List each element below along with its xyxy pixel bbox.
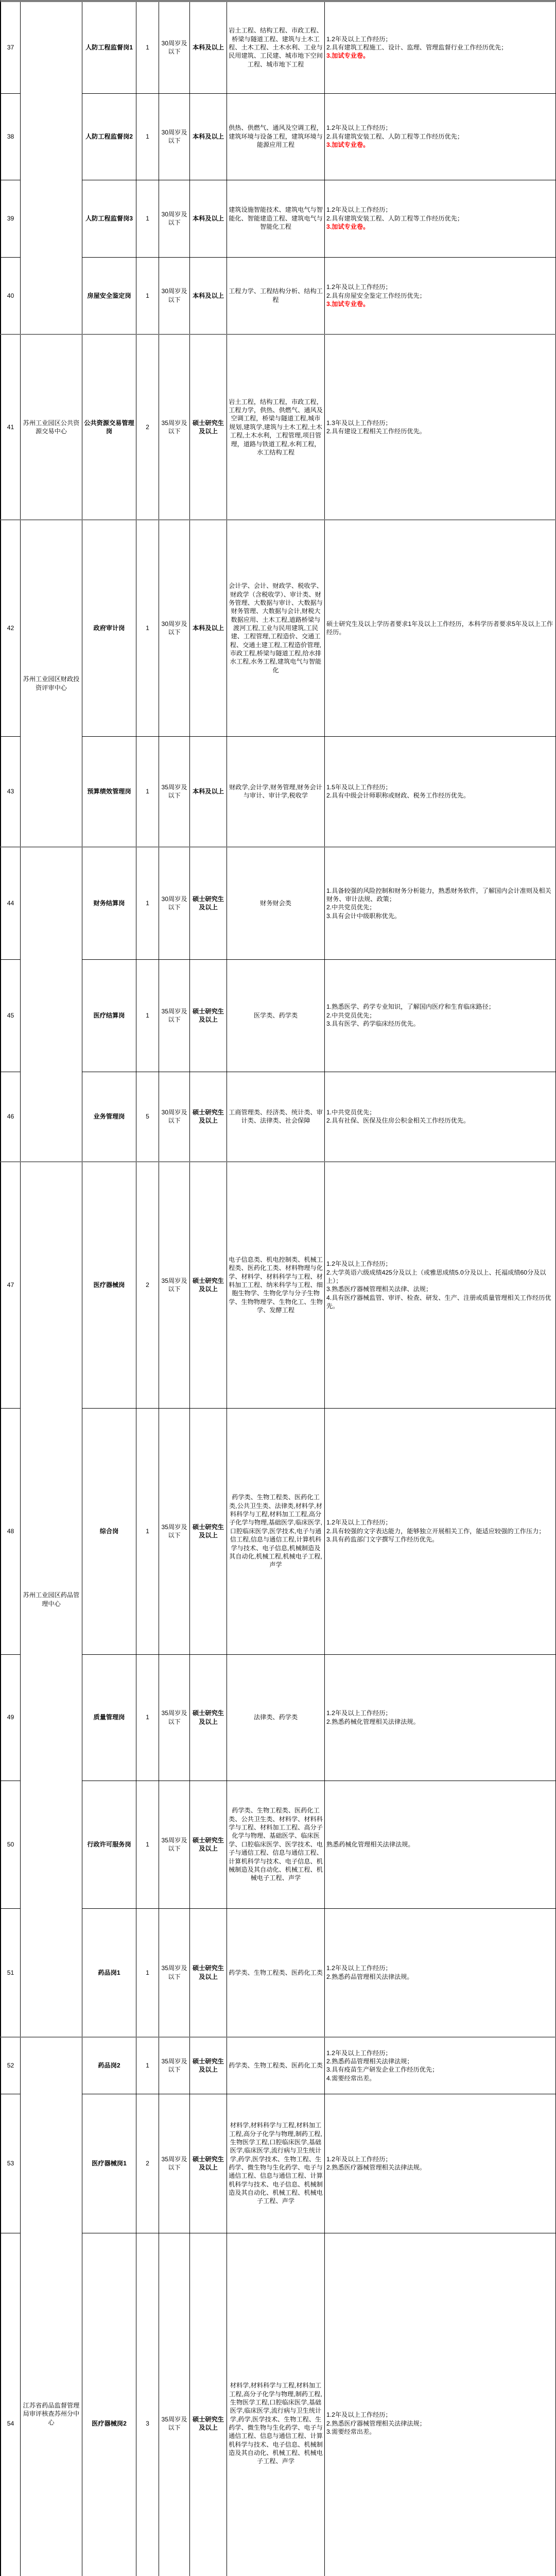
condition-line: 3.熟悉医疗器械管理相关法律、法规； [326,1285,555,1293]
major-requirement: 财政学,会计学,财务管理,财务会计与审计、审计学,税收学 [227,736,325,847]
table-row [1,1162,556,1408]
condition-line: 2.熟悉医疗器械管理相关法律法规。 [326,2163,555,2172]
condition-line: 1.2年及以上工作经历； [326,1260,555,1268]
condition-line: 1.2年及以上工作经历； [326,35,555,43]
row-index: 41 [1,334,21,520]
headcount: 2 [136,334,159,520]
post-name: 人防工程监督岗3 [82,180,136,257]
post-name: 药品岗1 [82,1908,136,2037]
row-index: 52 [1,2037,21,2094]
post-name: 医疗器械岗1 [82,2094,136,2233]
major-requirement: 电子信息类、机电控制类、机械工程类、医药化工类、材料物理与化学、材料学、材料科学与工程、材料加工工程、纳米科学与工程、细胞生物学、生物化学与分子生物学、生物物理学、生物化工、生物学、发酵工程 [227,1162,325,1408]
condition-line: 1.2年及以上工作经历； [326,124,555,132]
education-requirement: 硕士研究生及以上 [190,1908,227,2037]
education-requirement: 硕士研究生及以上 [190,1654,227,1781]
condition-line: 2.具有建筑安装工程、人防工程等工作经历优先； [326,214,555,223]
post-name: 医疗器械岗 [82,1162,136,1408]
post-name: 人防工程监督岗2 [82,93,136,180]
row-index: 44 [1,847,21,959]
post-name: 行政许可服务岗 [82,1781,136,1908]
condition-line: 2.具有中级会计师职称或财政、税务工作经历优先。 [326,791,555,800]
headcount: 2 [136,2094,159,2233]
age-limit: 35周岁及以下 [159,2233,190,2576]
condition-line: 2.熟悉药品管理相关法律法规。 [326,1973,555,1981]
post-name: 房屋安全鉴定岗 [82,257,136,334]
condition-line: 1.2年及以上工作经历； [326,2155,555,2163]
major-requirement: 财务财会类 [227,847,325,959]
condition-line: 2.熟悉医疗器械管理相关法律法规； [326,2419,555,2428]
age-limit: 35周岁及以下 [159,959,190,1072]
major-requirement: 会计学、会计、财政学、税收学、财政学（含税收学）、审计类、财务管理、大数据与审计、大数据与财务管理、大数据与会计,财税大数据应用、土木工程,道路桥梁与渡河工程,工业与民用建筑,工民建、工程管理,工程造价、交通工程、交通土建工程,工程造价管理,市政工程,桥梁与隧道工程,给水排水工程,水务工程,建筑电气与智能化 [227,520,325,736]
major-requirement: 法律类、药学类 [227,1654,325,1781]
row-index: 39 [1,180,21,257]
row-index: 46 [1,1072,21,1162]
condition-line: 3.具有药监部门文字撰写工作经历优先。 [326,1535,555,1544]
row-index: 43 [1,736,21,847]
headcount: 1 [136,959,159,1072]
major-requirement: 材料学,材料科学与工程,材料加工工程,高分子化学与物理,制药工程,生物医学工程,口腔临床医学,基础医学,临床医学,流行病与卫生统计学,药学,医学技术、生物工程、生药学、微生物与生化药学、电子与通信工程、信息与通信工程、计算机科学与技术、电子信息、机械制造及其自动化、机械工程、机械电子工程、声学 [227,2233,325,2576]
major-requirement: 供热、供燃气、通风及空调工程，建筑环境与设备工程，建筑环境与能源应用工程 [227,93,325,180]
other-conditions [325,180,556,257]
major-requirement: 药学类、生物工程类、医药化工类 [227,1908,325,2037]
other-conditions [325,736,556,847]
table-row [1,847,556,959]
headcount: 1 [136,2,159,93]
row-index: 51 [1,1908,21,2037]
post-name: 人防工程监督岗1 [82,2,136,93]
education-requirement: 硕士研究生及以上 [190,1408,227,1654]
row-index: 40 [1,257,21,334]
condition-line: 1.5年及以上工作经历； [326,783,555,791]
age-limit: 35周岁及以下 [159,1654,190,1781]
condition-line: 3.需要经常出差。 [326,2428,555,2436]
headcount: 1 [136,1408,159,1654]
major-requirement: 工商管理类、经济类、统计类、审计类、法律类、社会保障 [227,1072,325,1162]
other-conditions [325,1072,556,1162]
headcount: 1 [136,257,159,334]
education-requirement: 硕士研究生及以上 [190,959,227,1072]
row-index: 45 [1,959,21,1072]
condition-line: 2.熟悉药品管理相关法律法规； [326,2057,555,2065]
employer-unit [21,847,82,1162]
row-index: 47 [1,1162,21,1408]
table-row [1,334,556,520]
condition-line: 1.2年及以上工作经历； [326,206,555,214]
row-index: 42 [1,520,21,736]
age-limit: 30周岁及以下 [159,847,190,959]
condition-line: 2.具有建设工程相关工作经历优先。 [326,427,555,435]
condition-line: 1.2年及以上工作经历； [326,283,555,291]
table-row [1,2233,556,2576]
age-limit: 30周岁及以下 [159,93,190,180]
other-conditions [325,2233,556,2576]
education-requirement: 本科及以上 [190,736,227,847]
other-conditions [325,2,556,93]
condition-line: 4.具有医疗器械监管、审评、检查、研发、生产、注册或质量管理相关工作经历优先。 [326,1294,555,1311]
row-index: 53 [1,2094,21,2233]
education-requirement: 硕士研究生及以上 [190,2094,227,2233]
headcount: 1 [136,1908,159,2037]
headcount: 1 [136,180,159,257]
row-index: 48 [1,1408,21,1654]
age-limit: 35周岁及以下 [159,736,190,847]
condition-line: 3.具有医学、药学临床经历优先。 [326,1020,555,1028]
headcount: 3 [136,2233,159,2576]
education-requirement: 本科及以上 [190,520,227,736]
table-row [1,736,556,847]
age-limit: 35周岁及以下 [159,334,190,520]
condition-line: 2.具有较强的文字表达能力，能够独立开展相关工作，能适应较强的工作压力； [326,1527,555,1535]
other-conditions [325,1781,556,1908]
education-requirement: 硕士研究生及以上 [190,2233,227,2576]
age-limit: 30周岁及以下 [159,2,190,93]
major-requirement: 药学类、生物工程类、医药化工类 [227,2037,325,2094]
condition-line: 1.2年及以上工作经历； [326,1709,555,1717]
condition-line: 1.3年及以上工作经历； [326,419,555,427]
headcount: 1 [136,520,159,736]
major-requirement: 建筑设施智能技术、建筑电气与智能化、智能建造工程、建筑电气与智能化工程 [227,180,325,257]
condition-line: 2.具有房屋安全鉴定工作经历优先； [326,292,555,300]
employer-unit: 苏州工业园区药品管理中心 [21,1162,82,2037]
condition-line: 1.熟悉医学、药学专业知识，了解国内医疗和生育临床路径； [326,1003,555,1011]
education-requirement: 硕士研究生及以上 [190,334,227,520]
other-conditions [325,1408,556,1654]
other-conditions [325,959,556,1072]
table-row [1,959,556,1072]
table-row [1,2037,556,2094]
other-conditions [325,1654,556,1781]
post-name: 质量管理岗 [82,1654,136,1781]
other-conditions [325,93,556,180]
condition-line: 2.中共党员优先； [326,1011,555,1020]
age-limit: 30周岁及以下 [159,257,190,334]
condition-line: 1.2年及以上工作经历； [326,2049,555,2057]
headcount: 1 [136,736,159,847]
condition-line: 4.需要经常出差。 [326,2074,555,2082]
major-requirement: 岩土工程，结构工程，市政工程，工程力学，供热、供燃气、通风及空调工程，桥梁与隧道工程,城市规划,建筑学,建筑与土木工程,土木工程,土木水利，工程管理,项目管理，道路与铁道工程,水利工程，水工结构工程 [227,334,325,520]
education-requirement: 硕士研究生及以上 [190,847,227,959]
condition-line: 3.具有会计中级职称优先。 [326,912,555,920]
other-conditions [325,2037,556,2094]
other-conditions [325,1162,556,1408]
other-conditions [325,2094,556,2233]
table-row [1,1908,556,2037]
other-conditions [325,257,556,334]
table-row [1,1654,556,1781]
age-limit: 35周岁及以下 [159,1908,190,2037]
education-requirement: 硕士研究生及以上 [190,1072,227,1162]
headcount: 5 [136,1072,159,1162]
table-row [1,1408,556,1654]
table-row [1,257,556,334]
condition-line: 3.具有疫苗生产研发企业工作经历优先； [326,2065,555,2074]
table-row [1,1072,556,1162]
condition-line: 3.加试专业卷。 [326,300,555,308]
major-requirement: 药学类、生物工程类、医药化工类、公共卫生类、材料学、材料科学与工程、材料加工工程、高分子化学与物理、基础医学、临床医学、口腔临床医学、医学技术、电子与通信工程、信息与通信工程、计算机科学与技术、电子信息、机械制造及其自动化、机械工程、机械电子工程、声学 [227,1781,325,1908]
post-name: 医疗器械岗2 [82,2233,136,2576]
table-row [1,520,556,736]
age-limit: 35周岁及以下 [159,2037,190,2094]
headcount: 1 [136,2037,159,2094]
condition-line: 3.加试专业卷。 [326,223,555,231]
other-conditions [325,334,556,520]
condition-line: 熟悉药械化管理相关法律法规。 [326,1840,555,1849]
condition-line: 2.具有社保、医保及住房公积金相关工作经历优先。 [326,1116,555,1125]
education-requirement: 本科及以上 [190,93,227,180]
age-limit: 30周岁及以下 [159,520,190,736]
headcount: 1 [136,847,159,959]
condition-line: 1.2年及以上工作经历； [326,1964,555,1972]
education-requirement: 本科及以上 [190,2,227,93]
condition-line: 3.加试专业卷。 [326,52,555,60]
education-requirement: 硕士研究生及以上 [190,1162,227,1408]
row-index: 38 [1,93,21,180]
table-row [1,1781,556,1908]
major-requirement: 药学类、生物工程类、医药化工类,公共卫生类、法律类,材料学,材料科学与工程,材料加工工程,高分子化学与物理,基础医学,临床医学,口腔临床医学,医学技术,电子与通信工程,信息与通信工程,计算机科学与技术、电子信息,机械制造及其自动化,机械工程,机械电子工程,声学 [227,1408,325,1654]
age-limit: 35周岁及以下 [159,1781,190,1908]
employer-unit: 江苏省药品监督管理局审评核查苏州分中心 [21,2037,82,2576]
condition-line: 2.具有建筑工程施工、设计、监理、管理监督行业工作经历优先； [326,43,555,52]
education-requirement: 本科及以上 [190,257,227,334]
table-row [1,2,556,93]
condition-line: 2.大学英语六级成绩425分及以上（或雅思成绩5.0分及以上、托福成绩60分及以上）； [326,1268,555,1285]
major-requirement: 材料学,材料科学与工程,材料加工工程,高分子化学与物理,制药工程,生物医学工程,口腔临床医学,基础医学,临床医学,流行病与卫生统计学,药学,医学技术、生物工程、生药学、微生物与生化药学、电子与通信工程、信息与通信工程、计算机科学与技术、电子信息、机械制造及其自动化、机械工程、机械电子工程、声学 [227,2094,325,2233]
age-limit: 35周岁及以下 [159,1162,190,1408]
headcount: 1 [136,93,159,180]
table-row [1,180,556,257]
row-index: 37 [1,2,21,93]
condition-line: 1.2年及以上工作经历； [326,1518,555,1527]
major-requirement: 工程力学、工程结构分析、结构工程 [227,257,325,334]
age-limit: 30周岁及以下 [159,1072,190,1162]
headcount: 1 [136,1781,159,1908]
post-name: 公共资源交易管理岗 [82,334,136,520]
condition-line: 1.2年及以上工作经历； [326,2411,555,2419]
condition-line: 2.熟悉药械化管理相关法律法规。 [326,1718,555,1726]
post-name: 医疗结算岗 [82,959,136,1072]
condition-line: 3.加试专业卷。 [326,141,555,149]
employer-unit: 苏州工业园区公共资源交易中心 [21,334,82,520]
other-conditions [325,520,556,736]
age-limit: 30周岁及以下 [159,180,190,257]
condition-line: 2.中共党员优先； [326,903,555,911]
post-name: 药品岗2 [82,2037,136,2094]
other-conditions [325,1908,556,2037]
age-limit: 35周岁及以下 [159,2094,190,2233]
table-row [1,2094,556,2233]
post-name: 财务结算岗 [82,847,136,959]
row-index: 49 [1,1654,21,1781]
condition-line: 1.具备较强的风险控制和财务分析能力，熟悉财务软件，了解国内会计准则及相关财务、审计法规、政策； [326,887,555,904]
education-requirement: 硕士研究生及以上 [190,2037,227,2094]
post-name: 政府审计岗 [82,520,136,736]
other-conditions [325,847,556,959]
education-requirement: 本科及以上 [190,180,227,257]
employer-unit [21,2,82,334]
post-name: 预算绩效管理岗 [82,736,136,847]
condition-line: 硕士研究生及以上学历者要求1年及以上工作经历，本科学历者要求5年及以上工作经历。 [326,620,555,637]
condition-line: 1.中共党员优先； [326,1108,555,1116]
major-requirement: 医学类、药学类 [227,959,325,1072]
headcount: 1 [136,1654,159,1781]
post-name: 业务管理岗 [82,1072,136,1162]
post-name: 综合岗 [82,1408,136,1654]
headcount: 2 [136,1162,159,1408]
major-requirement: 岩土工程、结构工程、市政工程、桥梁与隧道工程、建筑与土木工程、土木工程、土木水利、工业与民用建筑、工民建、城市地下空间工程、城市地下工程 [227,2,325,93]
employer-unit: 苏州工业园区财政投资评审中心 [21,520,82,847]
recruitment-table [1,1,556,2576]
education-requirement: 硕士研究生及以上 [190,1781,227,1908]
table-body [1,2,556,2576]
table-row [1,93,556,180]
row-index: 54 [1,2233,21,2576]
condition-line: 2.具有建筑安装工程、人防工程等工作经历优先； [326,132,555,141]
row-index: 50 [1,1781,21,1908]
age-limit: 35周岁及以下 [159,1408,190,1654]
